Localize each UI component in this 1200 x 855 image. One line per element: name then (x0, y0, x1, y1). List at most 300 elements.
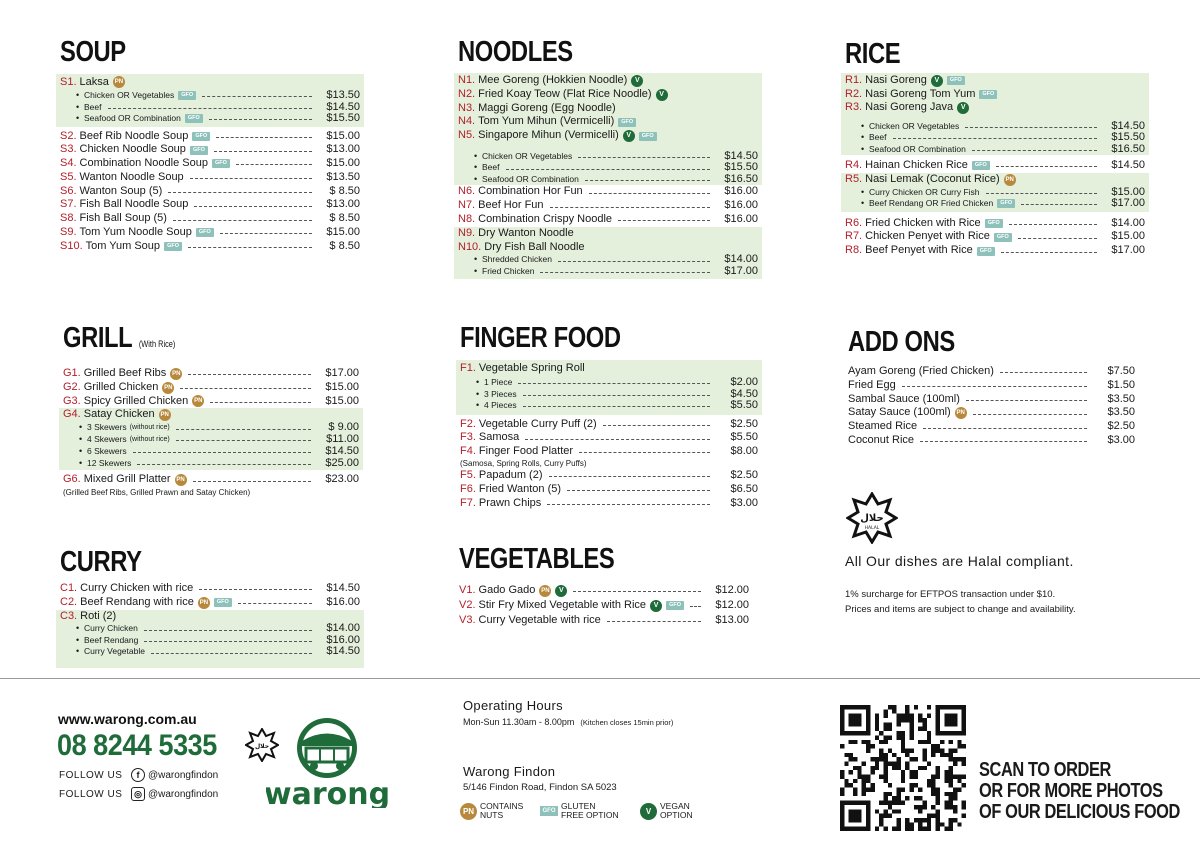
addons-items (848, 365, 1135, 448)
qr-module (892, 801, 896, 805)
qr-module (853, 766, 857, 770)
curry-section (60, 546, 360, 668)
qr-module (927, 714, 931, 718)
option-name: • Beef (84, 101, 102, 112)
highlight-block (456, 360, 762, 415)
leader-dots (578, 157, 710, 158)
qr-module (888, 727, 892, 731)
menu-item (848, 406, 1135, 420)
hours-title: Operating Hours (463, 698, 563, 713)
qr-module (936, 775, 940, 779)
qr-module (936, 801, 940, 805)
hours-note: (Kitchen closes 15min prior) (580, 718, 674, 727)
qr-module (905, 796, 909, 800)
qr-module (901, 740, 905, 744)
menu-option (845, 144, 1145, 156)
nuts-icon: PN (460, 803, 477, 820)
item-code: S6. (60, 184, 77, 197)
qr-code[interactable] (840, 705, 966, 831)
option-name: • Beef Rendang OR Fried Chicken (869, 198, 994, 209)
noodles-items (458, 73, 758, 279)
qr-module (879, 757, 883, 761)
leader-dots (214, 151, 312, 152)
item-price: $ 8.50 (329, 239, 360, 252)
legend-label: NUTS (480, 810, 504, 820)
item-code: F2. (460, 417, 476, 430)
menu-item (458, 115, 758, 129)
leader-dots (525, 439, 710, 440)
qr-module (870, 757, 874, 761)
item-name: Beef Penyet with Rice (865, 244, 973, 257)
item-name: Grilled Chicken (83, 380, 159, 393)
menu-item (63, 395, 359, 409)
qr-module (840, 744, 844, 748)
menu-item (63, 381, 359, 395)
vegetables-items (459, 583, 749, 628)
contains-nuts-icon: PN (175, 474, 187, 486)
qr-module (949, 779, 953, 783)
qr-module (944, 753, 948, 757)
qr-module (892, 796, 896, 800)
item-name: Samosa (478, 431, 520, 444)
qr-module (936, 822, 940, 826)
qr-module (883, 770, 887, 774)
qr-module (862, 779, 866, 783)
contains-nuts-icon: PN (113, 76, 125, 88)
menu-item (458, 129, 758, 143)
rice-items (845, 73, 1145, 258)
qr-module (949, 753, 953, 757)
qr-module (888, 761, 892, 765)
gluten-free-icon: GFO (994, 233, 1012, 242)
contains-nuts-icon: PN (1004, 174, 1016, 186)
legend-nuts (460, 802, 523, 820)
qr-module (879, 801, 883, 805)
legend-gfo (540, 802, 619, 820)
qr-module (870, 766, 874, 770)
option-price: $14.50 (724, 149, 758, 162)
gluten-free-icon: GFO (979, 90, 997, 99)
website-link[interactable]: www.warong.com.au (58, 711, 197, 727)
menu-item (460, 360, 758, 377)
item-price: $13.50 (326, 170, 360, 183)
qr-module (866, 775, 870, 779)
item-name: Wanton Noodle Soup (79, 170, 184, 183)
menu-item (848, 393, 1135, 407)
leader-dots (180, 388, 311, 389)
menu-item (848, 420, 1135, 434)
section-title: CURRY (60, 546, 142, 578)
menu-item (60, 157, 360, 171)
item-code: S1. (60, 76, 77, 88)
option-price: $15.00 (1111, 185, 1145, 198)
qr-module (892, 809, 896, 813)
qr-module (870, 744, 874, 748)
leader-dots (518, 383, 710, 384)
option-name: • Curry Vegetable (84, 646, 145, 657)
qr-module (853, 779, 857, 783)
item-name: Grilled Beef Ribs (83, 367, 167, 379)
qr-module (910, 718, 914, 722)
follow-instagram[interactable] (59, 787, 218, 801)
gluten-free-icon: GFO (190, 146, 208, 155)
item-code: N7. (458, 199, 476, 212)
location-title: Warong Findon (463, 764, 556, 779)
leader-dots (523, 406, 710, 407)
qr-module (914, 775, 918, 779)
leader-dots (923, 428, 1087, 429)
option-name: • 3 Skewers (87, 422, 127, 433)
leader-dots (168, 192, 312, 193)
item-code: F4. (460, 445, 476, 458)
finger-food-items (460, 360, 758, 510)
halal-logo-text: حلال (860, 513, 884, 524)
leader-dots (220, 233, 312, 234)
leader-dots (920, 441, 1087, 442)
grill-subtitle: (With Rice) (138, 339, 176, 349)
qr-module (953, 792, 957, 796)
item-price: $ 8.50 (329, 184, 360, 197)
scan-to-order-text (979, 760, 1180, 823)
menu-option (63, 458, 359, 470)
menu-item (63, 408, 359, 422)
qr-module (875, 735, 879, 739)
leader-dots (550, 207, 710, 208)
qr-module (914, 770, 918, 774)
highlight-block (454, 227, 762, 280)
qr-module (962, 805, 966, 809)
qr-module (953, 757, 957, 761)
item-code: C1. (60, 582, 78, 594)
item-name: Chicken Penyet with Rice (865, 230, 990, 243)
fine-print-2: Prices and items are subject to change and availability. (845, 604, 1076, 615)
qr-module (849, 740, 853, 744)
option-price: $14.00 (724, 253, 758, 266)
qr-module (927, 779, 931, 783)
item-name: Dry Wanton Noodle (478, 226, 574, 239)
qr-module (862, 775, 866, 779)
option-price: $2.00 (730, 376, 758, 388)
option-price: $16.00 (326, 633, 360, 646)
item-code: G1. (63, 367, 81, 379)
leader-dots (190, 178, 312, 179)
qr-module (927, 731, 931, 735)
option-price: $5.50 (730, 399, 758, 411)
leader-dots (216, 137, 312, 138)
qr-module (866, 788, 870, 792)
item-name: Fried Egg (848, 378, 896, 391)
qr-module (931, 779, 935, 783)
option-name: • Beef (869, 132, 887, 142)
qr-module (940, 748, 944, 752)
qr-module (923, 722, 927, 726)
item-name: Steamed Rice (848, 420, 918, 433)
menu-option (458, 151, 758, 163)
qr-module (953, 761, 957, 765)
qr-module (888, 792, 892, 796)
item-code: N8. (458, 213, 476, 226)
menu-option (845, 198, 1145, 210)
qr-module (927, 814, 931, 818)
qr-module (849, 770, 853, 774)
phone-number[interactable]: 08 8244 5335 (57, 729, 217, 762)
item-name: Fried Koay Teow (Flat Rice Noodle) (478, 87, 652, 100)
qr-module (883, 709, 887, 713)
item-code: N4. (458, 115, 476, 128)
qr-module (910, 727, 914, 731)
qr-module (962, 775, 966, 779)
qr-module (931, 788, 935, 792)
qr-code-icon (840, 705, 966, 831)
qr-module (888, 705, 892, 709)
qr-module (918, 822, 922, 826)
menu-option (460, 389, 758, 401)
qr-module (918, 827, 922, 831)
qr-module (896, 822, 900, 826)
qr-module (888, 783, 892, 787)
menu-option (60, 102, 360, 114)
qr-module (949, 748, 953, 752)
option-name: • Seafood OR Combination (869, 143, 966, 154)
option-price: $17.00 (1111, 197, 1145, 210)
qr-module (849, 809, 862, 822)
item-code: F3. (460, 431, 476, 444)
gluten-free-icon: GFO (214, 598, 232, 607)
item-price: $15.00 (326, 226, 360, 239)
item-price: $13.00 (326, 143, 360, 156)
leader-dots (902, 386, 1087, 387)
item-price: $2.50 (1107, 420, 1135, 433)
scan-line: OR FOR MORE PHOTOS (979, 780, 1163, 802)
qr-module (875, 761, 879, 765)
gluten-free-icon: GFO (997, 199, 1015, 208)
qr-module (910, 775, 914, 779)
item-name: Fried Wanton (5) (478, 482, 562, 495)
qr-module (896, 714, 900, 718)
item-code: N10. (458, 240, 482, 253)
qr-module (879, 748, 883, 752)
section-title: SOUP (60, 36, 126, 68)
qr-module (949, 827, 953, 831)
grill-section (63, 322, 359, 498)
leader-dots (144, 641, 312, 642)
fine-print-1: 1% surcharge for EFTPOS transaction under $10. (845, 589, 1056, 600)
qr-module (931, 775, 935, 779)
qr-module (849, 714, 862, 727)
gluten-free-icon: GFO (972, 161, 990, 170)
menu-item (845, 74, 1145, 88)
qr-module (905, 714, 909, 718)
qr-module (910, 748, 914, 752)
menu-item (845, 101, 1145, 115)
qr-module (944, 827, 948, 831)
item-name: Satay Sauce (100ml) (848, 406, 951, 419)
qr-module (918, 714, 922, 718)
menu-option (845, 187, 1145, 199)
gluten-free-icon: GFO (618, 118, 636, 127)
leader-dots (238, 603, 312, 604)
menu-item (60, 610, 360, 624)
facebook-icon: f (131, 768, 145, 782)
qr-module (927, 735, 931, 739)
leader-dots (965, 127, 1097, 128)
leader-dots (133, 452, 311, 453)
menu-option (458, 254, 758, 266)
qr-module (914, 818, 918, 822)
qr-module (896, 766, 900, 770)
item-code: V3. (459, 614, 476, 626)
menu-item (458, 213, 758, 227)
location-address: 5/146 Findon Road, Findon SA 5023 (463, 782, 617, 793)
menu-item (845, 173, 1145, 187)
gluten-free-icon: GFO (212, 159, 230, 168)
option-price: $25.00 (325, 456, 359, 469)
item-code: F1. (460, 362, 476, 374)
item-code: S4. (60, 157, 77, 170)
highlight-block (56, 610, 364, 668)
qr-module (866, 779, 870, 783)
leader-dots (567, 490, 710, 491)
leader-dots (540, 272, 710, 273)
menu-option (60, 90, 360, 102)
qr-module (883, 775, 887, 779)
legend-label: GLUTEN (561, 801, 596, 811)
item-code: R5. (845, 172, 863, 185)
qr-module (944, 805, 948, 809)
qr-module (892, 753, 896, 757)
qr-module (949, 757, 953, 761)
leader-dots (188, 374, 311, 375)
option-name: • 4 Skewers (87, 433, 127, 444)
qr-module (936, 827, 940, 831)
menu-option (458, 174, 758, 186)
option-price: $14.50 (326, 645, 360, 658)
warong-cart-icon (266, 716, 388, 808)
qr-module (862, 788, 866, 792)
leader-dots (573, 591, 701, 592)
contains-nuts-icon: PN (170, 368, 182, 380)
qr-module (918, 740, 922, 744)
item-price: $15.00 (1111, 230, 1145, 243)
qr-module (927, 827, 931, 831)
qr-module (883, 727, 887, 731)
legend-label: OPTION (660, 810, 693, 820)
leader-dots (618, 220, 710, 221)
leader-dots (1000, 372, 1087, 373)
menu-item (848, 379, 1135, 393)
leader-dots (176, 440, 311, 441)
option-note: (without rice) (129, 435, 170, 443)
item-price: $3.00 (1107, 433, 1135, 446)
contains-nuts-icon: PN (162, 382, 174, 394)
menu-item (460, 445, 758, 458)
qr-module (849, 783, 853, 787)
item-price: $16.00 (724, 199, 758, 212)
item-price: $15.00 (326, 157, 360, 170)
item-name: Nasi Goreng Java (865, 101, 954, 113)
vegetables-section (459, 543, 749, 628)
qr-module (905, 709, 909, 713)
item-code: S9. (60, 226, 77, 239)
item-name: Satay Chicken (83, 408, 155, 421)
qr-module (853, 792, 857, 796)
menu-item (60, 240, 360, 254)
vegan-icon: V (555, 585, 567, 597)
qr-module (896, 796, 900, 800)
qr-module (940, 740, 944, 744)
follow-facebook[interactable] (59, 768, 218, 782)
item-name: Prawn Chips (478, 496, 542, 509)
item-code: G6. (63, 473, 81, 486)
item-name: Fish Ball Soup (5) (79, 212, 167, 225)
qr-module (962, 801, 966, 805)
qr-module (905, 761, 909, 765)
qr-module (927, 761, 931, 765)
qr-module (918, 788, 922, 792)
noodles-section (458, 36, 758, 279)
qr-module (936, 814, 940, 818)
qr-module (901, 770, 905, 774)
leader-dots (585, 180, 710, 181)
qr-module (896, 788, 900, 792)
qr-module (905, 822, 909, 826)
qr-module (936, 766, 940, 770)
qr-module (840, 770, 844, 774)
menu-item (63, 473, 359, 487)
leader-dots (579, 452, 710, 453)
menu-item (60, 185, 360, 199)
option-price: $ 9.00 (328, 421, 359, 434)
qr-module (923, 827, 927, 831)
qr-module (944, 770, 948, 774)
item-code: F6. (460, 482, 476, 495)
qr-module (883, 735, 887, 739)
scan-line: OF OUR DELICIOUS FOOD (979, 801, 1180, 823)
vegan-icon: V (640, 803, 657, 820)
highlight-block (56, 74, 364, 127)
qr-module (910, 788, 914, 792)
grill-items (63, 367, 359, 498)
qr-module (901, 748, 905, 752)
leader-dots (966, 400, 1087, 401)
qr-module (844, 761, 848, 765)
qr-module (875, 757, 879, 761)
option-price: $17.00 (724, 264, 758, 277)
item-code: R3. (845, 101, 863, 113)
qr-module (896, 722, 900, 726)
qr-module (936, 770, 940, 774)
footer-divider (0, 678, 1200, 679)
item-name: Mixed Grill Platter (83, 473, 171, 486)
qr-module (953, 796, 957, 800)
qr-module (931, 783, 935, 787)
menu-item (845, 217, 1145, 231)
gluten-free-icon: GFO (185, 114, 203, 123)
qr-module (901, 779, 905, 783)
qr-module (957, 788, 961, 792)
option-price: $14.50 (1111, 119, 1145, 132)
qr-module (879, 740, 883, 744)
contains-nuts-icon: PN (955, 407, 967, 419)
qr-module (844, 779, 848, 783)
option-price: $13.50 (326, 89, 360, 101)
qr-module (923, 753, 927, 757)
item-name: Fried Chicken with Rice (865, 216, 981, 229)
menu-option (845, 132, 1145, 144)
instagram-icon: ◎ (131, 787, 145, 801)
menu-option (63, 434, 359, 446)
follow-label: FOLLOW US (59, 769, 123, 781)
